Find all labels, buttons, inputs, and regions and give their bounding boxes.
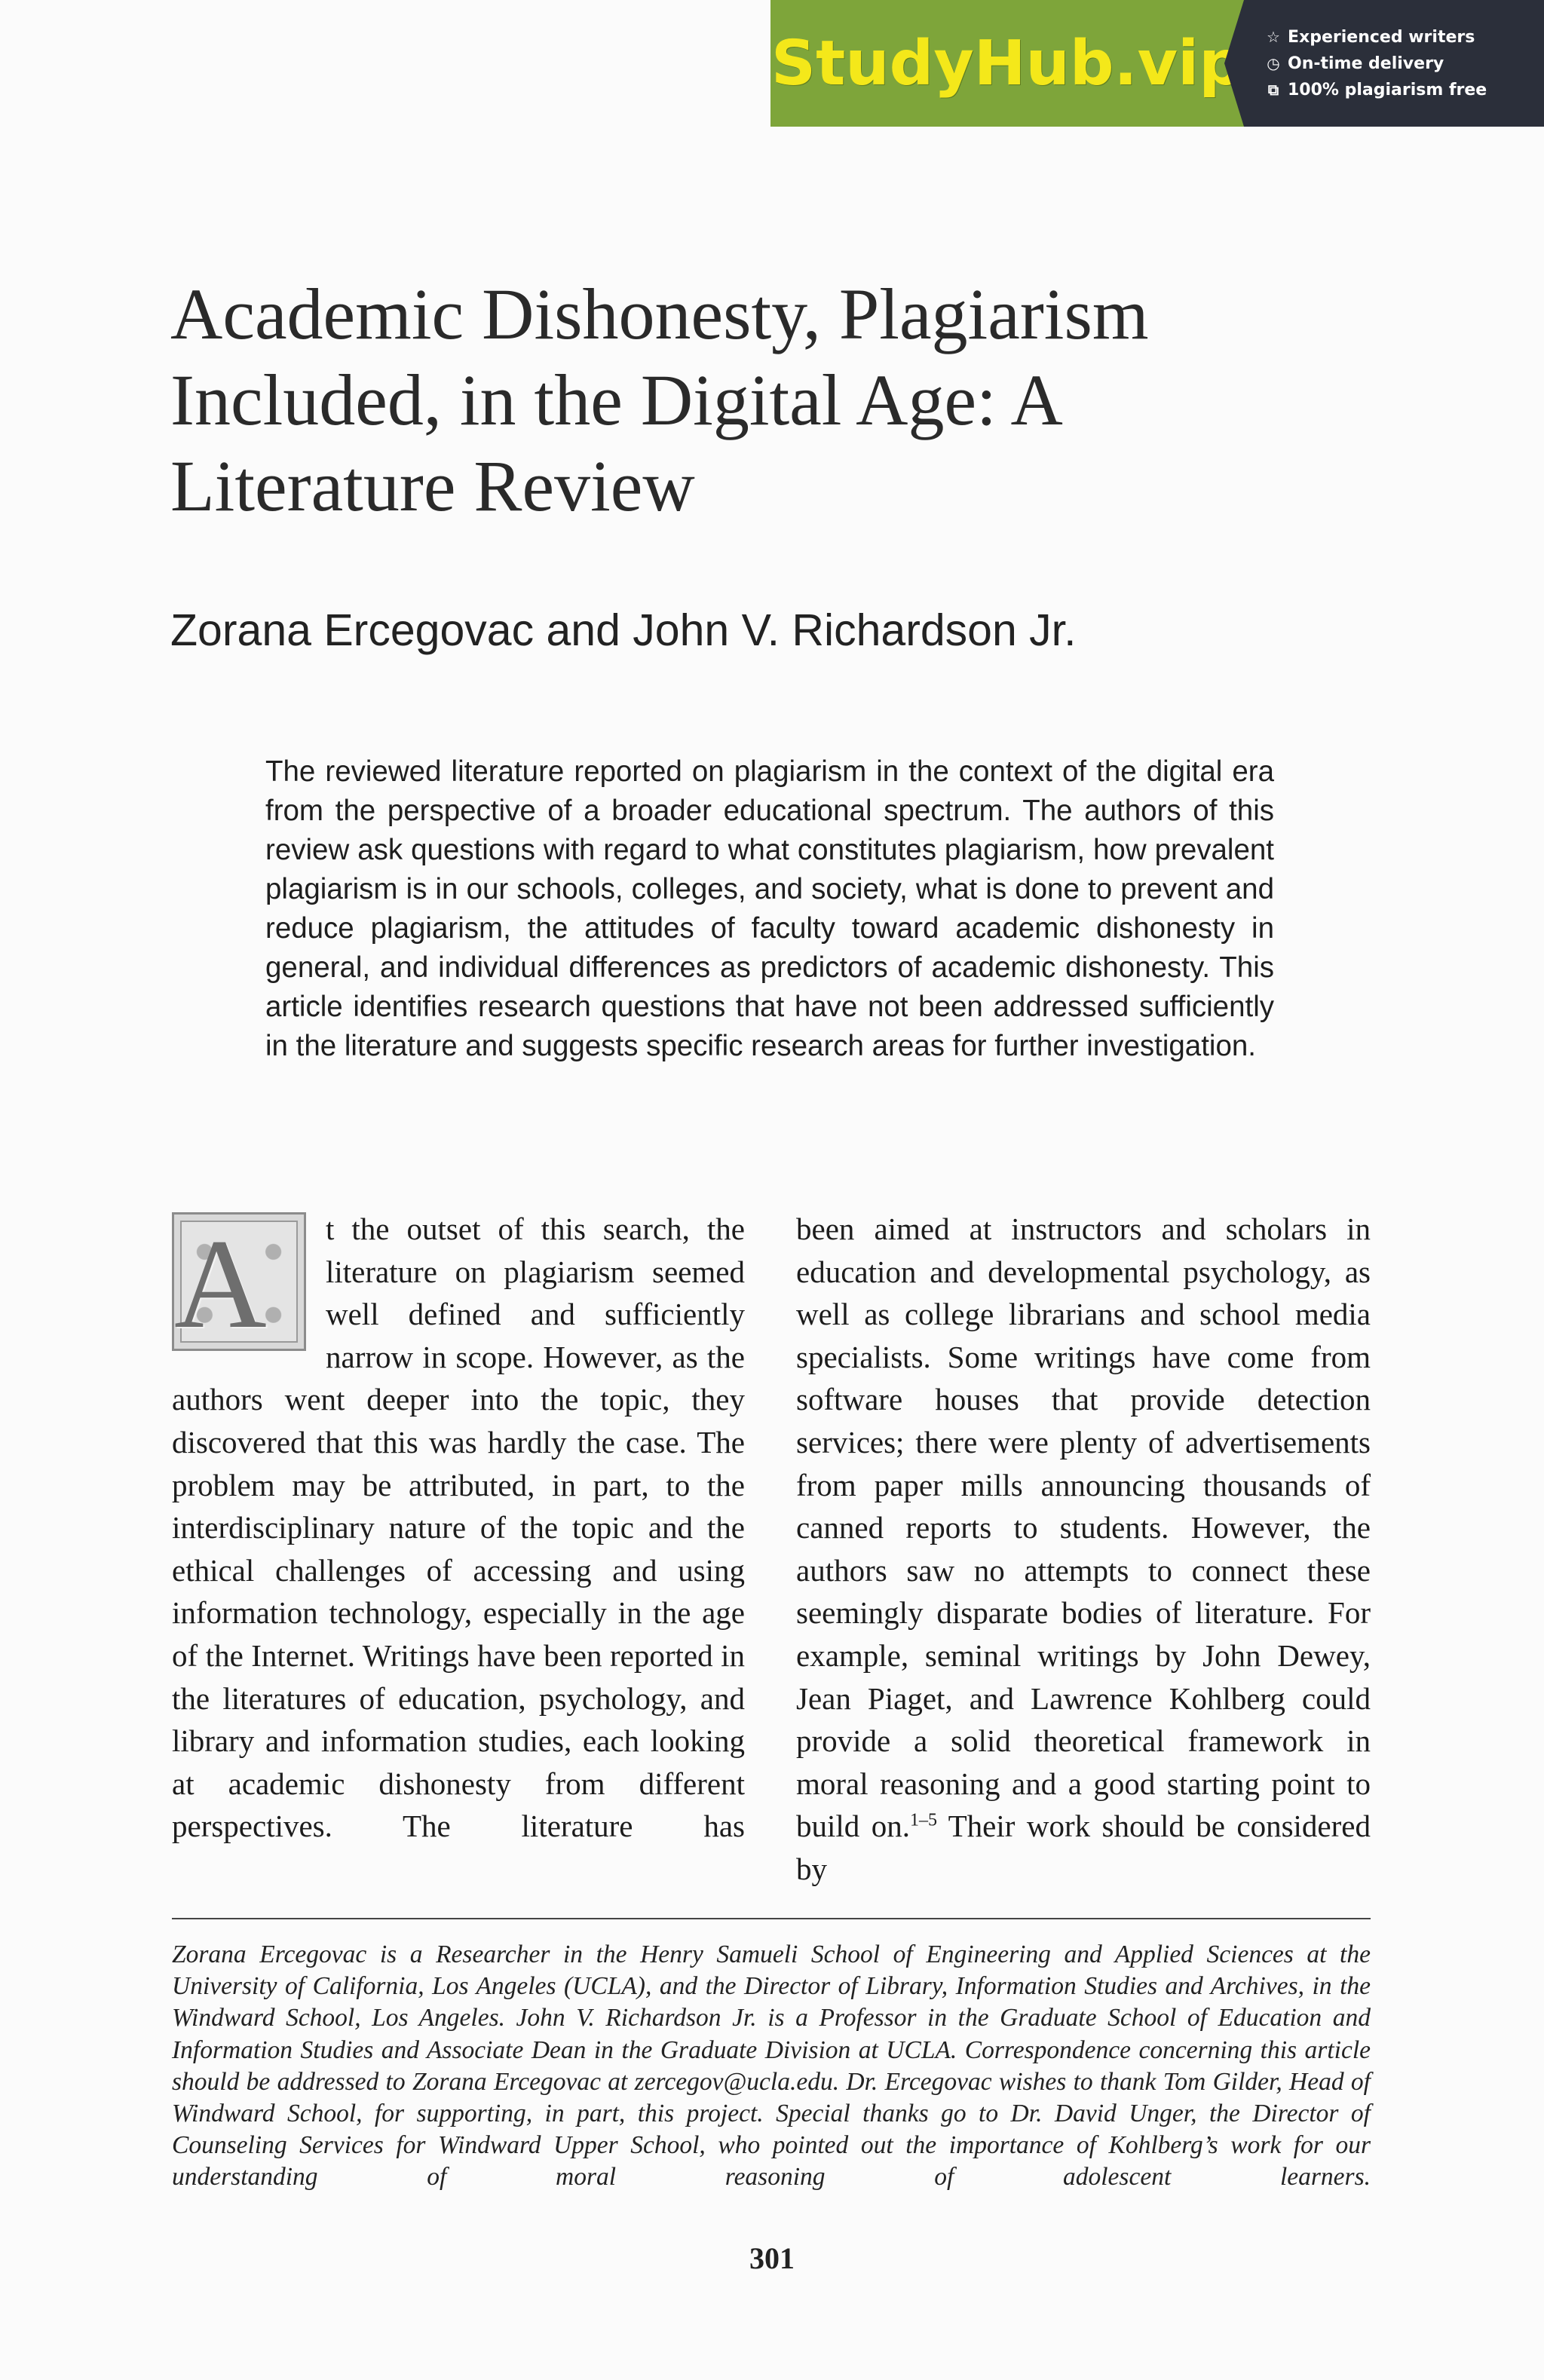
drop-cap-letter: A (174, 1213, 267, 1351)
footnote-divider (172, 1918, 1371, 1919)
feature-on-time-delivery (1265, 54, 1544, 73)
body-text-right-end: Their work should be considered by (796, 1809, 1371, 1886)
page-number: 301 (749, 2241, 795, 2275)
studyhub-banner[interactable] (770, 0, 1544, 127)
feature-label: Experienced writers (1288, 27, 1475, 47)
article-abstract: The reviewed literature reported on plagiarism in the context of the digital era from the perspective of a broader educational spectrum. The authors of this review ask questions with regard to what constitutes plagiarism, how prevalent plagiarism is in our schools, colleges, and society, what is done to prevent and reduce plagiarism, the attitudes of faculty toward academic dishonesty in general, and individual differences as predictors of academic dishonesty. This article identifies research questions that have not been addressed sufficiently in the literature and suggests specific research areas for further investigation. (265, 755, 1274, 1062)
features-panel (1244, 0, 1544, 127)
brand-panel[interactable] (770, 0, 1244, 127)
feature-label: On-time delivery (1288, 54, 1444, 73)
article-authors: Zorana Ercegovac and John V. Richardson Jr. (170, 605, 1077, 655)
body-paragraph-right (796, 1208, 1371, 1891)
feature-experienced-writers (1265, 28, 1544, 47)
body-text-right: been aimed at instructors and scholars in education and developmental psychology, as well as college librarians and school media specialists. Some writings have come from software houses that provide detection services; there were plenty of advertisements from paper mills announcing thousands of canned reports to students. However, the authors saw no attempts to connect these seemingly disparate bodies of literature. For example, seminal writings by John Dewey, Jean Piaget, and Lawrence Kohlberg could provide a solid theoretical framework in moral reasoning and a good starting point to build on. (796, 1211, 1371, 1844)
studyhub-logo[interactable]: StudyHub.vip (771, 27, 1243, 100)
drop-cap-ornament (172, 1212, 306, 1351)
star-outline-icon: ☆ (1267, 28, 1280, 46)
copy-check-icon: ⧉ (1267, 81, 1279, 99)
article-title: Academic Dishonesty, Plagiarism Included, in the Digital Age: A Literature Review (170, 274, 1149, 526)
author-footnote: Zorana Ercegovac is a Researcher in the Henry Samueli School of Engineering and Applied Sciences at the University of California, Los Angeles (UCLA), and the Director of Library, Information Studies and Archives, in the Windward School, Los Angeles. John V. Richardson Jr. is a Professor in the Graduate School of Education and Information Studies and Associate Dean in the Graduate Division at UCLA. Correspondence concerning this article should be addressed to Zorana Ercegovac at zercegov@ucla.edu. Dr. Ercegovac wishes to thank Tom Gilder, Head of Windward School, for supporting, in part, this project. Special thanks go to Dr. David Unger, the Director of Counseling Services for Windward Upper School, who pointed out the importance of Kohlberg’s work for our understanding of moral reasoning of adolescent learners. (172, 1940, 1371, 2192)
body-column-right (796, 1208, 1371, 1891)
feature-label: 100% plagiarism free (1288, 80, 1487, 100)
feature-plagiarism-free (1265, 81, 1544, 100)
body-text-left: t the outset of this search, the literature on plagiarism seemed well defined and sufficiently narrow in scope. However, as the authors went deeper into the topic, they discovered that this was hardly the case. The problem may be attributed, in part, to the interdisciplinary nature of the topic and the ethical challenges of accessing and using information technology, especially in the age of the Internet. Writings have been reported in the literatures of education, psychology, and library and information studies, each looking at academic dishonesty from different perspectives. The literature has (172, 1211, 745, 1844)
citation-reference[interactable]: 1–5 (909, 1810, 937, 1830)
body-column-left (172, 1208, 745, 1848)
clock-icon: ◷ (1267, 54, 1280, 72)
